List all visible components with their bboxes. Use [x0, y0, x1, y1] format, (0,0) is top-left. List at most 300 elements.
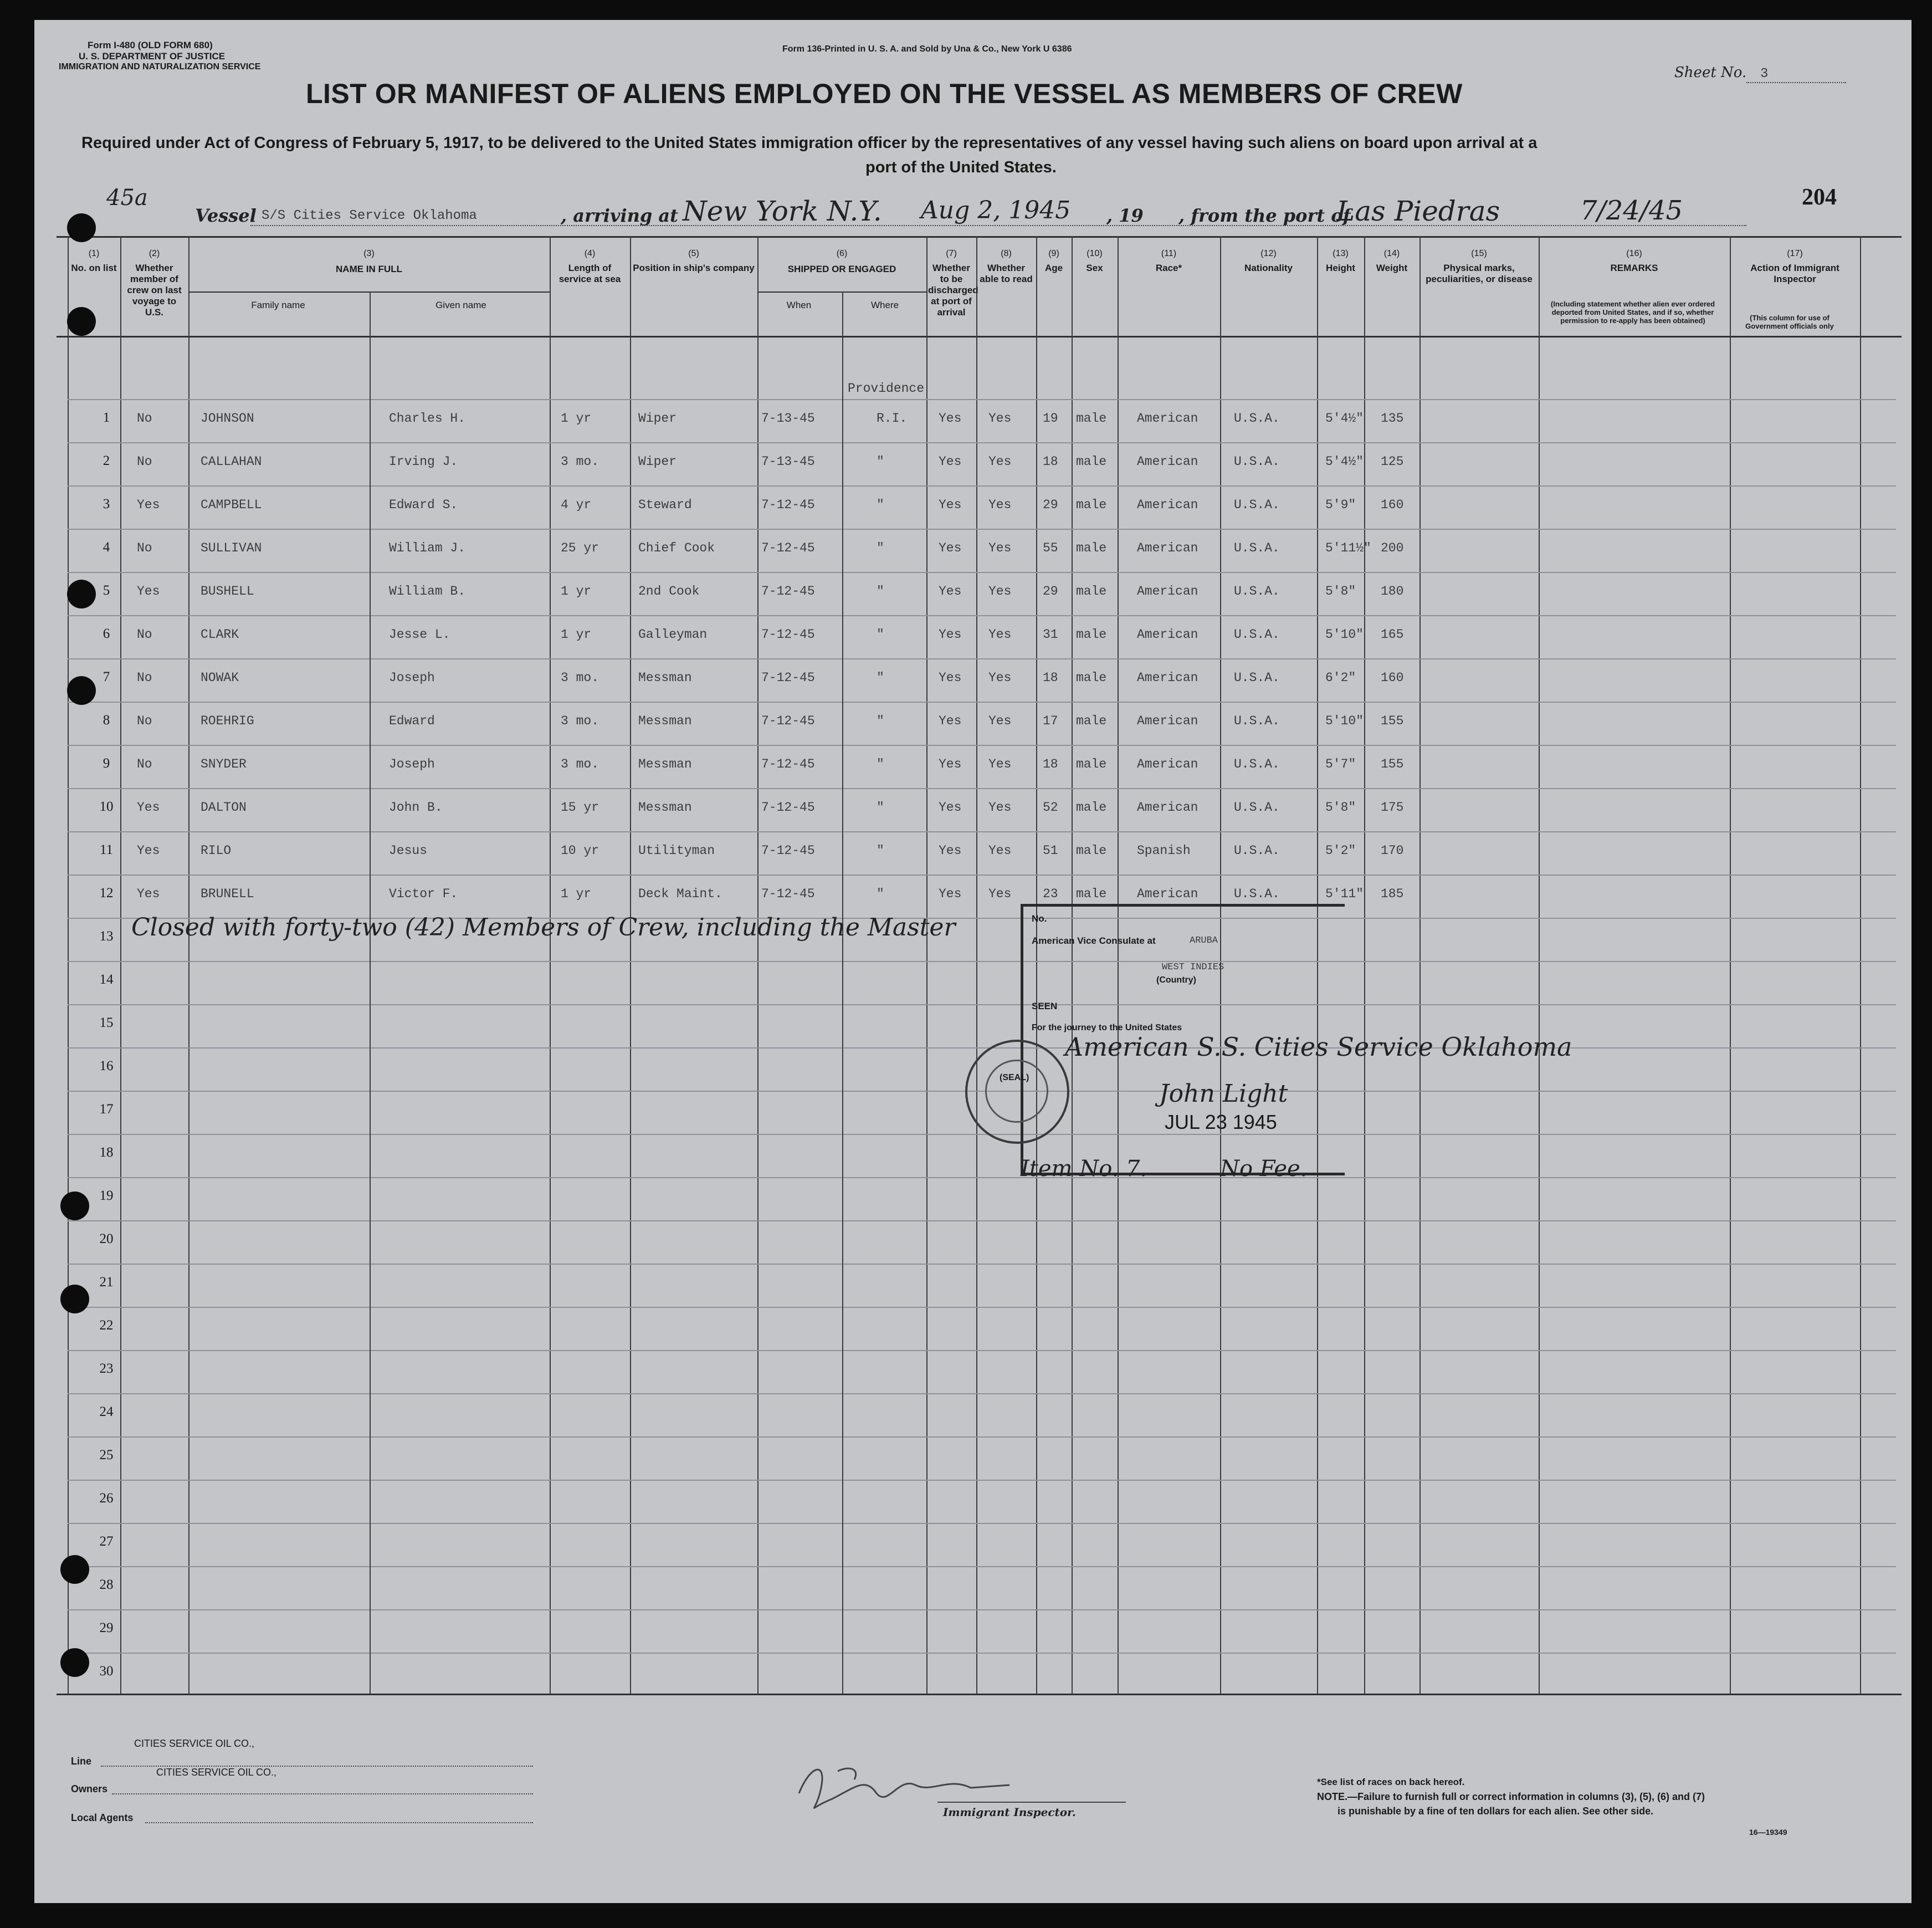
- row-rule: [68, 1177, 1896, 1178]
- remarks-note: (Including statement whether alien ever ordered deported from United States, and if so, whether permission to re-apply has been obtained): [1550, 300, 1715, 325]
- stamp-consulate: American Vice Consulate at: [1032, 935, 1156, 946]
- cell-age: 29: [1043, 498, 1058, 512]
- cell-weight: 180: [1381, 584, 1404, 599]
- cell-discharge: Yes: [939, 584, 962, 599]
- column-header-8: [978, 248, 1034, 285]
- cell-sex: male: [1076, 627, 1107, 642]
- table-bottom-rule: [57, 1694, 1902, 1695]
- cell-when: 7-13-45: [761, 411, 815, 426]
- form-code: 16—19349: [1749, 1828, 1787, 1837]
- column-number: (15): [1471, 249, 1487, 258]
- cell-position: Messman: [638, 757, 692, 771]
- punch-hole: [67, 580, 96, 608]
- cell-where: ": [877, 541, 884, 555]
- consular-seal: [965, 1040, 1069, 1144]
- column-number: (10): [1087, 249, 1103, 258]
- stamp-date: JUL 23 1945: [1165, 1111, 1277, 1133]
- column-header-17: [1731, 248, 1858, 285]
- row-number: 14: [99, 972, 114, 987]
- cell-race: American: [1137, 627, 1198, 642]
- row-number: 1: [103, 410, 110, 425]
- row-rule: [68, 1436, 1896, 1438]
- cell-family: RILO: [201, 843, 232, 858]
- row-rule: [68, 1004, 1896, 1005]
- cell-nationality: U.S.A.: [1234, 800, 1280, 815]
- column-rule: [976, 236, 977, 1695]
- cell-height: 5'9": [1325, 498, 1356, 512]
- column-rule: [926, 236, 927, 1695]
- column-label: Sex: [1086, 263, 1103, 273]
- cell-prev: No: [137, 627, 152, 642]
- cell-where: ": [877, 800, 884, 815]
- header-bottom-rule: [57, 336, 1902, 337]
- cell-family: CLARK: [201, 627, 239, 642]
- column-label: Physical marks, peculiarities, or disease: [1426, 263, 1533, 284]
- owners-value: CITIES SERVICE OIL CO.,: [156, 1767, 277, 1778]
- stamp-consulate-place: ARUBA: [1190, 935, 1218, 946]
- cell-race: American: [1137, 454, 1198, 469]
- column-number: (14): [1383, 249, 1400, 258]
- cell-read: Yes: [988, 714, 1012, 728]
- row-number: 11: [99, 842, 114, 857]
- closing-note: Closed with forty-two (42) Members of Crew, including the Master: [131, 913, 956, 942]
- cell-height: 6'2": [1325, 671, 1356, 685]
- cell-race: American: [1137, 498, 1198, 512]
- agents-dotted: [145, 1822, 533, 1823]
- cell-prev: No: [137, 541, 152, 555]
- cell-prev: No: [137, 454, 152, 469]
- cell-discharge: Yes: [939, 800, 962, 815]
- row-number: 25: [99, 1448, 114, 1462]
- column-rule: [1860, 236, 1861, 1695]
- cell-when: 7-12-45: [761, 671, 815, 685]
- cell-weight: 185: [1381, 887, 1404, 901]
- row-number: 2: [103, 453, 110, 468]
- cell-weight: 175: [1381, 800, 1404, 815]
- cell-given: William J.: [389, 541, 466, 555]
- cell-service: 3 mo.: [561, 757, 599, 771]
- sheet-number-line: [1746, 82, 1846, 84]
- column-header-6: [759, 248, 925, 275]
- cell-family: DALTON: [201, 800, 247, 815]
- sheet-label: Sheet No.: [1674, 64, 1747, 81]
- cell-height: 5'10": [1325, 627, 1364, 642]
- cell-position: Galleyman: [638, 627, 708, 642]
- row-rule: [68, 485, 1896, 487]
- column-number: (17): [1787, 249, 1803, 258]
- cell-race: American: [1137, 714, 1198, 728]
- row-number: 12: [99, 886, 114, 901]
- cell-position: Deck Maint.: [638, 887, 722, 901]
- row-rule: [68, 1047, 1896, 1049]
- subtitle-1: Required under Act of Congress of February 5, 1917, to be delivered to the United States immigration officer by the representatives of any vessel having such aliens on board upon arrival at a: [81, 134, 1538, 152]
- cell-age: 29: [1043, 584, 1058, 599]
- cell-age: 31: [1043, 627, 1058, 642]
- service-name: IMMIGRATION AND NATURALIZATION SERVICE: [59, 62, 261, 71]
- stamp-seen: SEEN: [1032, 1001, 1058, 1011]
- column-number: (13): [1333, 249, 1349, 258]
- races-note: *See list of races on back hereof.: [1317, 1777, 1465, 1787]
- cell-weight: 125: [1381, 454, 1404, 469]
- cell-where: ": [877, 627, 884, 642]
- cell-prev: No: [137, 714, 152, 728]
- cell-nationality: U.S.A.: [1234, 887, 1280, 901]
- where-note-providence: Providence: [848, 381, 925, 396]
- row-number: 3: [103, 497, 110, 512]
- cell-age: 51: [1043, 843, 1058, 858]
- page-title: LIST OR MANIFEST OF ALIENS EMPLOYED ON THE VESSEL AS MEMBERS OF CREW: [306, 78, 1463, 109]
- row-number: 6: [103, 626, 110, 641]
- row-rule: [68, 1350, 1896, 1351]
- cell-discharge: Yes: [939, 498, 962, 512]
- cell-position: Steward: [638, 498, 692, 512]
- given-name-header: Given name: [435, 300, 486, 310]
- cell-when: 7-12-45: [761, 757, 815, 771]
- column-number: (9): [1048, 249, 1059, 258]
- row-number: 24: [99, 1404, 114, 1419]
- row-rule: [68, 702, 1896, 703]
- column-number: (3): [363, 249, 375, 258]
- column-header-13: [1319, 248, 1362, 274]
- cell-height: 5'4½": [1325, 411, 1364, 426]
- cell-when: 7-12-45: [761, 887, 815, 901]
- cell-nationality: U.S.A.: [1234, 454, 1280, 469]
- line-value: CITIES SERVICE OIL CO.,: [134, 1738, 255, 1749]
- owners-label: Owners: [71, 1783, 108, 1794]
- cell-age: 18: [1043, 757, 1058, 771]
- cell-family: JOHNSON: [201, 411, 254, 426]
- cell-position: Messman: [638, 714, 692, 728]
- column-rule: [1539, 236, 1540, 1695]
- column-number: (1): [88, 249, 100, 258]
- from-port: Las Piedras: [1336, 195, 1500, 227]
- cell-given: Edward: [389, 714, 435, 728]
- department: U. S. DEPARTMENT OF JUSTICE: [79, 51, 226, 62]
- cell-age: 19: [1043, 411, 1058, 426]
- column-number: (11): [1161, 249, 1177, 258]
- column-header-3: [190, 248, 548, 275]
- cell-position: Chief Cook: [638, 541, 715, 555]
- column-label: Race*: [1155, 263, 1182, 273]
- column-number: (2): [148, 249, 160, 258]
- cell-when: 7-12-45: [761, 714, 815, 728]
- column-label: Whether member of crew on last voyage to U.S.: [127, 263, 182, 318]
- cell-where: ": [877, 714, 884, 728]
- cell-weight: 165: [1381, 627, 1404, 642]
- row-rule: [68, 658, 1896, 659]
- cell-nationality: U.S.A.: [1234, 541, 1280, 555]
- row-rule: [68, 1220, 1896, 1221]
- row-rule: [68, 399, 1896, 400]
- cell-sex: male: [1076, 498, 1107, 512]
- cell-sex: male: [1076, 454, 1107, 469]
- column-label: Height: [1326, 263, 1355, 273]
- name-subheader-rule: [188, 291, 550, 293]
- row-number: 26: [99, 1491, 114, 1506]
- cell-discharge: Yes: [939, 627, 962, 642]
- row-rule: [68, 1134, 1896, 1135]
- column-label: Length of service at sea: [558, 263, 621, 284]
- row-rule: [68, 1523, 1896, 1524]
- fine-note-2: is punishable by a fine of ten dollars for each alien. See other side.: [1337, 1806, 1654, 1817]
- row-number: 10: [99, 799, 114, 814]
- cell-given: Joseph: [389, 671, 435, 685]
- consul-signature: John Light: [1159, 1080, 1288, 1108]
- cell-discharge: Yes: [939, 454, 962, 469]
- cell-age: 17: [1043, 714, 1058, 728]
- cell-race: American: [1137, 584, 1198, 599]
- cell-nationality: U.S.A.: [1234, 584, 1280, 599]
- cell-sex: male: [1076, 757, 1107, 771]
- row-number: 7: [103, 669, 110, 684]
- fine-note-1: NOTE.—Failure to furnish full or correct information in columns (3), (5), (6) and (7): [1317, 1791, 1705, 1802]
- row-number: 29: [99, 1620, 114, 1635]
- row-rule: [68, 1609, 1896, 1610]
- cell-read: Yes: [988, 498, 1012, 512]
- local-agents-label: Local Agents: [71, 1812, 134, 1823]
- cell-height: 5'8": [1325, 584, 1356, 599]
- column-label: Position in ship's company: [633, 263, 755, 273]
- cell-where: ": [877, 454, 884, 469]
- column-rule: [550, 236, 551, 1695]
- column-header-11: [1119, 248, 1218, 274]
- cell-discharge: Yes: [939, 671, 962, 685]
- cell-discharge: Yes: [939, 887, 962, 901]
- cell-race: American: [1137, 757, 1198, 771]
- cell-given: William B.: [389, 584, 466, 599]
- column-number: (5): [688, 249, 699, 258]
- cell-height: 5'7": [1325, 757, 1356, 771]
- cell-race: American: [1137, 887, 1198, 901]
- cell-service: 25 yr: [561, 541, 599, 555]
- cell-discharge: Yes: [939, 541, 962, 555]
- column-number: (6): [836, 249, 848, 258]
- column-number: (4): [584, 249, 596, 258]
- column-label: Whether to be discharged at port of arrival: [928, 263, 978, 318]
- punch-hole: [67, 676, 96, 705]
- row-rule: [68, 442, 1896, 443]
- cell-nationality: U.S.A.: [1234, 714, 1280, 728]
- cell-position: Messman: [638, 800, 692, 815]
- cell-prev: Yes: [137, 498, 160, 512]
- stamp-country-label: (Country): [1156, 975, 1196, 985]
- inspector-label: Immigrant Inspector.: [943, 1806, 1076, 1819]
- cell-race: American: [1137, 411, 1198, 426]
- row-number: 22: [99, 1318, 114, 1333]
- cell-when: 7-12-45: [761, 498, 815, 512]
- column-label: NAME IN FULL: [336, 264, 402, 274]
- row-rule: [68, 615, 1896, 616]
- column-number: (16): [1626, 249, 1642, 258]
- cell-where: ": [877, 887, 884, 901]
- cell-given: Victor F.: [389, 887, 458, 901]
- cell-where: ": [877, 757, 884, 771]
- column-label: No. on list: [71, 263, 117, 273]
- cell-read: Yes: [988, 843, 1012, 858]
- row-rule: [68, 1264, 1896, 1265]
- cell-weight: 160: [1381, 671, 1404, 685]
- cell-where: ": [877, 498, 884, 512]
- cell-given: Jesse L.: [389, 627, 450, 642]
- printer-line: Form 136-Printed in U. S. A. and Sold by Una & Co., New York U 6386: [782, 44, 1072, 54]
- cell-race: American: [1137, 800, 1198, 815]
- cell-family: CAMPBELL: [201, 498, 262, 512]
- cell-family: NOWAK: [201, 671, 239, 685]
- cell-prev: Yes: [137, 800, 160, 815]
- cell-service: 4 yr: [561, 498, 592, 512]
- cell-service: 3 mo.: [561, 454, 599, 469]
- cell-service: 1 yr: [561, 584, 592, 599]
- stamp-fee: No Fee.: [1220, 1156, 1308, 1182]
- cell-given: Jesus: [389, 843, 428, 858]
- column-label: Whether able to read: [980, 263, 1033, 284]
- sheet-number: 3: [1760, 67, 1769, 81]
- cell-family: BUSHELL: [201, 584, 254, 599]
- cell-when: 7-12-45: [761, 800, 815, 815]
- cell-given: John B.: [389, 800, 443, 815]
- cell-nationality: U.S.A.: [1234, 757, 1280, 771]
- when-header: When: [786, 300, 812, 310]
- column-header-9: [1038, 248, 1070, 274]
- cell-race: Spanish: [1137, 843, 1191, 858]
- cell-service: 3 mo.: [561, 671, 599, 685]
- manifest-sheet: [34, 20, 1911, 1903]
- cell-height: 5'11½": [1325, 541, 1371, 555]
- cell-read: Yes: [988, 584, 1012, 599]
- stamp-no-label: No.: [1032, 913, 1047, 924]
- cell-service: 1 yr: [561, 411, 592, 426]
- column-header-10: [1073, 248, 1116, 274]
- where-rule: [842, 291, 843, 1694]
- cell-prev: Yes: [137, 887, 160, 901]
- cell-height: 5'8": [1325, 800, 1356, 815]
- cell-prev: No: [137, 671, 152, 685]
- cell-read: Yes: [988, 411, 1012, 426]
- cell-nationality: U.S.A.: [1234, 411, 1280, 426]
- cell-where: ": [877, 584, 884, 599]
- cell-discharge: Yes: [939, 843, 962, 858]
- row-rule: [68, 874, 1896, 876]
- action-note: (This column for use of Government officials only: [1745, 314, 1834, 330]
- cell-prev: No: [137, 411, 152, 426]
- cell-weight: 200: [1381, 541, 1404, 555]
- family-name-header: Family name: [251, 300, 305, 310]
- row-rule: [68, 1393, 1896, 1394]
- row-rule: [68, 1653, 1896, 1654]
- cell-where: ": [877, 843, 884, 858]
- cell-sex: male: [1076, 714, 1107, 728]
- cell-age: 18: [1043, 454, 1058, 469]
- row-rule: [68, 529, 1896, 530]
- cell-service: 1 yr: [561, 627, 592, 642]
- row-rule: [68, 1480, 1896, 1481]
- punch-hole: [67, 307, 96, 336]
- cell-read: Yes: [988, 887, 1012, 901]
- row-number: 17: [99, 1102, 114, 1117]
- vessel-label: Vessel: [195, 205, 257, 226]
- row-rule: [68, 1566, 1896, 1567]
- row-number: 15: [99, 1015, 114, 1030]
- cell-when: 7-12-45: [761, 584, 815, 599]
- where-header: Where: [870, 300, 899, 310]
- cell-service: 3 mo.: [561, 714, 599, 728]
- cell-discharge: Yes: [939, 714, 962, 728]
- cell-position: Wiper: [638, 411, 677, 426]
- row-number: 13: [99, 929, 114, 944]
- row-rule: [68, 961, 1896, 962]
- cell-read: Yes: [988, 627, 1012, 642]
- cell-race: American: [1137, 541, 1198, 555]
- inspector-rule: [937, 1802, 1126, 1803]
- punch-hole: [60, 1285, 89, 1313]
- column-header-7: [928, 248, 978, 318]
- cell-height: 5'11": [1325, 887, 1364, 901]
- cell-service: 1 yr: [561, 887, 592, 901]
- column-rule: [188, 236, 189, 1695]
- column-header-4: [551, 248, 628, 285]
- column-label: Nationality: [1244, 263, 1293, 273]
- cell-service: 15 yr: [561, 800, 599, 815]
- cell-prev: No: [137, 757, 152, 771]
- cell-position: Wiper: [638, 454, 677, 469]
- vessel-name: S/S Cities Service Oklahoma: [262, 208, 477, 223]
- row-number: 20: [99, 1231, 114, 1246]
- row-rule: [68, 1307, 1896, 1308]
- arriving-port: New York N.Y.: [683, 195, 882, 227]
- cell-height: 5'4½": [1325, 454, 1364, 469]
- column-number: (12): [1260, 249, 1277, 258]
- stamp-journey: For the journey to the United States: [1032, 1023, 1182, 1032]
- cell-given: Charles H.: [389, 411, 466, 426]
- cell-when: 7-13-45: [761, 454, 815, 469]
- column-header-1: [69, 248, 119, 274]
- seal-label: (SEAL): [1000, 1073, 1029, 1082]
- column-number: (7): [946, 249, 957, 258]
- cell-height: 5'2": [1325, 843, 1356, 858]
- cell-family: ROEHRIG: [201, 714, 254, 728]
- cell-when: 7-12-45: [761, 541, 815, 555]
- row-number: 27: [99, 1534, 114, 1549]
- row-rule: [68, 788, 1896, 789]
- cell-service: 10 yr: [561, 843, 599, 858]
- cell-weight: 155: [1381, 714, 1404, 728]
- cell-given: Joseph: [389, 757, 435, 771]
- row-number: 4: [103, 540, 110, 555]
- cell-read: Yes: [988, 671, 1012, 685]
- arriving-label: , arriving at: [561, 205, 678, 226]
- cell-read: Yes: [988, 454, 1012, 469]
- cell-nationality: U.S.A.: [1234, 671, 1280, 685]
- cell-family: CALLAHAN: [201, 454, 262, 469]
- punch-hole: [60, 1648, 89, 1677]
- column-label: Action of Immigrant Inspector: [1750, 263, 1839, 284]
- cell-read: Yes: [988, 541, 1012, 555]
- cell-read: Yes: [988, 757, 1012, 771]
- stamp-vessel-handwritten: American S.S. Cities Service Oklahoma: [1065, 1032, 1572, 1062]
- cell-nationality: U.S.A.: [1234, 843, 1280, 858]
- row-number: 30: [99, 1664, 114, 1679]
- row-number: 28: [99, 1577, 114, 1592]
- cell-when: 7-12-45: [761, 627, 815, 642]
- row-rule: [68, 745, 1896, 746]
- cell-weight: 160: [1381, 498, 1404, 512]
- cell-weight: 155: [1381, 757, 1404, 771]
- row-number: 16: [99, 1058, 114, 1073]
- cell-family: BRUNELL: [201, 887, 254, 901]
- cell-where: R.I.: [877, 411, 908, 426]
- cell-sex: male: [1076, 887, 1107, 901]
- column-rule: [1730, 236, 1731, 1695]
